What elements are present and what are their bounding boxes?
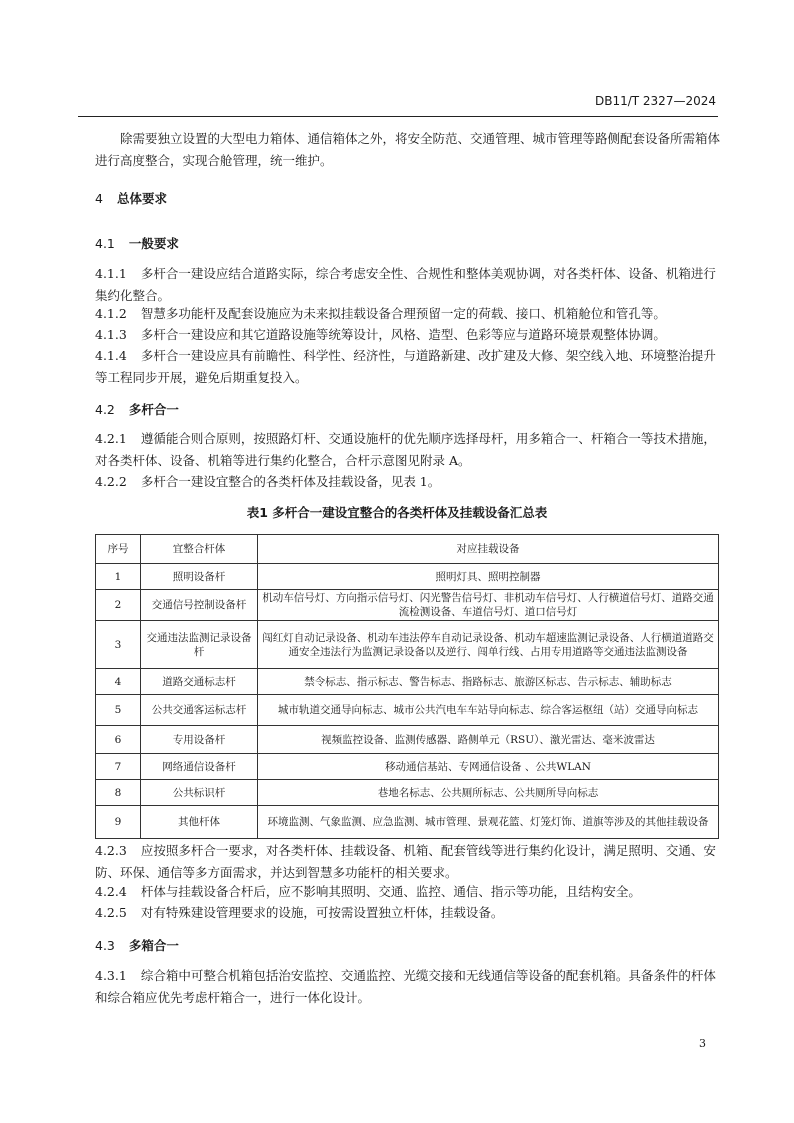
cell-devices: 禁令标志、指示标志、警告标志、指路标志、旅游区标志、告示标志、辅助标志 bbox=[258, 669, 719, 695]
cell-devices: 巷地名标志、公共厕所标志、公共厕所导向标志 bbox=[258, 780, 719, 806]
cell-no: 3 bbox=[96, 621, 141, 669]
cell-pole: 道路交通标志杆 bbox=[141, 669, 258, 695]
section-number: 4 bbox=[95, 191, 103, 206]
cell-no: 8 bbox=[96, 780, 141, 806]
header-no: 序号 bbox=[96, 535, 141, 564]
table-row bbox=[96, 754, 719, 780]
cell-devices: 环境监测、气象监测、应急监测、城市管理、景观花篮、灯笼灯饰、道旗等涉及的其他挂载设备 bbox=[258, 806, 719, 839]
section-title: 一般要求 bbox=[128, 236, 179, 251]
table-row bbox=[96, 564, 719, 590]
clause-4-2-1: 4.2.1 遵循能合则合原则，按照路灯杆、交通设施杆的优先顺序选择母杆，用多箱合一、杆箱合一等技术措施，对各类杆体、设备、机箱等进行集约化整合，合杆示意图见附录 A。 bbox=[95, 431, 716, 468]
cell-devices: 机动车信号灯、方向指示信号灯、闪光警告信号灯、非机动车信号灯、人行横道信号灯、道路交通流检测设备、车道信号灯、道口信号灯 bbox=[258, 590, 719, 621]
intro-paragraph: 除需要独立设置的大型电力箱体、通信箱体之外，将安全防范、交通管理、城市管理等路侧配套设备所需箱体进行高度整合，实现合舱管理，统一维护。 bbox=[95, 131, 721, 168]
cell-no: 2 bbox=[96, 590, 141, 621]
table-row bbox=[96, 726, 719, 754]
table-row bbox=[96, 621, 719, 669]
cell-pole: 专用设备杆 bbox=[141, 726, 258, 754]
clause-4-2-5: 4.2.5 对有特殊建设管理要求的设施，可按需设置独立杆体，挂载设备。 bbox=[95, 905, 504, 920]
page-number: 3 bbox=[699, 1037, 706, 1050]
cell-pole: 交通违法监测记录设备杆 bbox=[141, 621, 258, 669]
clause-4-2-2: 4.2.2 多杆合一建设宜整合的各类杆体及挂载设备，见表 1。 bbox=[95, 474, 441, 489]
table-1 bbox=[95, 534, 719, 839]
cell-no: 9 bbox=[96, 806, 141, 839]
clause-4-1-3: 4.1.3 多杆合一建设应和其它道路设施等统筹设计，风格、造型、色彩等应与道路环境景观整体协调。 bbox=[95, 327, 666, 342]
clause-4-1-2: 4.1.2 智慧多功能杆及配套设施应为未来拟挂载设备合理预留一定的荷载、接口、机箱舱位和管孔等。 bbox=[95, 306, 666, 321]
clause-4-2-4: 4.2.4 杆体与挂载设备合杆后，应不影响其照明、交通、监控、通信、指示等功能，且结构安全。 bbox=[95, 884, 641, 899]
cell-pole: 网络通信设备杆 bbox=[141, 754, 258, 780]
standard-code: DB11/T 2327—2024 bbox=[594, 94, 716, 108]
header-devices: 对应挂载设备 bbox=[258, 535, 719, 564]
cell-no: 4 bbox=[96, 669, 141, 695]
clause-4-2-3: 4.2.3 应按照多杆合一要求，对各类杆体、挂载设备、机箱、配套管线等进行集约化设计，满足照明、交通、安防、环保、通信等多方面需求，并达到智慧多功能杆的相关要求。 bbox=[95, 843, 716, 880]
clause-4-1-1: 4.1.1 多杆合一建设应结合道路实际，综合考虑安全性、合规性和整体美观协调，对各类杆体、设备、机箱进行集约化整合。 bbox=[95, 266, 716, 303]
section-number: 4.2 bbox=[95, 402, 115, 417]
section-title: 多箱合一 bbox=[128, 938, 179, 953]
table-row bbox=[96, 695, 719, 726]
cell-no: 7 bbox=[96, 754, 141, 780]
cell-pole: 公共标识杆 bbox=[141, 780, 258, 806]
cell-pole: 公共交通客运标志杆 bbox=[141, 695, 258, 726]
table-header-row bbox=[96, 535, 719, 564]
section-title: 多杆合一 bbox=[128, 402, 179, 417]
table-row bbox=[96, 780, 719, 806]
clause-4-1-4: 4.1.4 多杆合一建设应具有前瞻性、科学性、经济性，与道路新建、改扩建及大修、架空线入地、环境整治提升等工程同步开展，避免后期重复投入。 bbox=[95, 348, 716, 385]
table-row bbox=[96, 806, 719, 839]
section-4-1-heading bbox=[95, 234, 179, 252]
cell-devices: 移动通信基站、专网通信设备 、公共WLAN bbox=[258, 754, 719, 780]
section-number: 4.3 bbox=[95, 938, 115, 953]
table-row bbox=[96, 590, 719, 621]
header-rule bbox=[78, 116, 718, 117]
cell-pole: 照明设备杆 bbox=[141, 564, 258, 590]
cell-pole: 其他杆体 bbox=[141, 806, 258, 839]
cell-devices: 照明灯具、照明控制器 bbox=[258, 564, 719, 590]
section-4-heading bbox=[95, 189, 167, 207]
section-number: 4.1 bbox=[95, 236, 115, 251]
cell-pole: 交通信号控制设备杆 bbox=[141, 590, 258, 621]
cell-devices: 视频监控设备、监测传感器、路侧单元（RSU）、激光雷达、毫米波雷达 bbox=[258, 726, 719, 754]
cell-no: 1 bbox=[96, 564, 141, 590]
header-pole: 宜整合杆体 bbox=[141, 535, 258, 564]
section-4-2-heading bbox=[95, 400, 179, 418]
cell-no: 6 bbox=[96, 726, 141, 754]
cell-devices: 闯红灯自动记录设备、机动车违法停车自动记录设备、机动车超速监测记录设备、人行横道道路交通安全违法行为监测记录设备以及逆行、闯单行线、占用专用道路等交通违法监测设备 bbox=[258, 621, 719, 669]
section-title: 总体要求 bbox=[116, 191, 167, 206]
table-row bbox=[96, 669, 719, 695]
table-caption: 表1 多杆合一建设宜整合的各类杆体及挂载设备汇总表 bbox=[246, 505, 548, 520]
cell-devices: 城市轨道交通导向标志、城市公共汽电车车站导向标志、综合客运枢纽（站）交通导向标志 bbox=[258, 695, 719, 726]
clause-4-3-1: 4.3.1 综合箱中可整合机箱包括治安监控、交通监控、光缆交接和无线通信等设备的配套机箱。具备条件的杆体和综合箱应优先考虑杆箱合一，进行一体化设计。 bbox=[95, 968, 716, 1005]
cell-no: 5 bbox=[96, 695, 141, 726]
section-4-3-heading bbox=[95, 936, 179, 954]
